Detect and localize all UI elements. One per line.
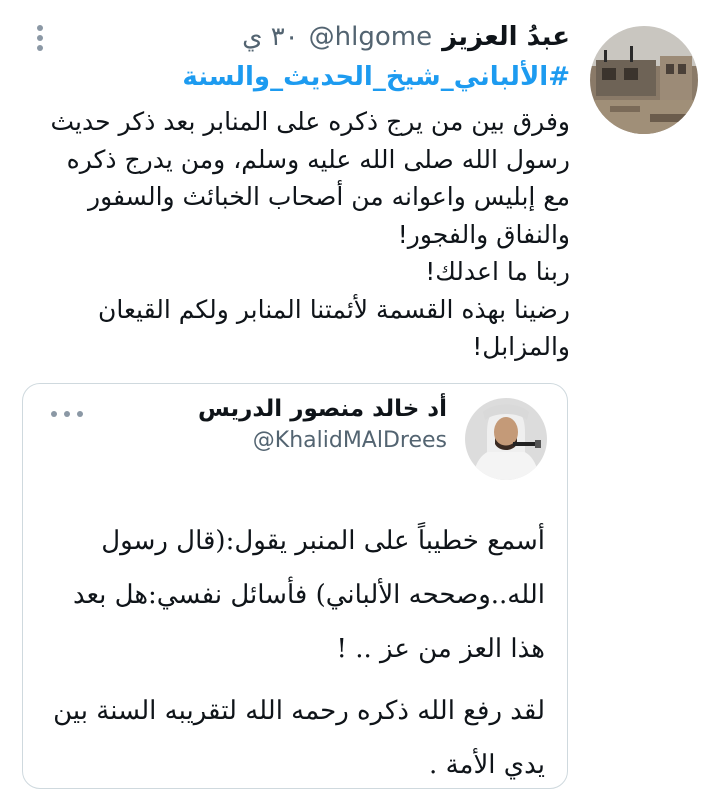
tweet-body: [40, 103, 570, 366]
tweet-header: [242, 22, 570, 52]
author-avatar[interactable]: [590, 26, 698, 134]
author-name[interactable]: عبدُ العزيز: [442, 22, 570, 52]
tweet-paragraph: رضينا بهذه القسمة لأئمتنا المنابر ولكم القيعان والمزابل!: [98, 294, 570, 361]
more-horizontal-icon[interactable]: [49, 404, 85, 414]
quoted-tweet[interactable]: [22, 383, 568, 789]
hashtag-link[interactable]: #الألباني_شيخ_الحديث_والسنة: [182, 62, 570, 92]
timestamp[interactable]: ٣٠ ي: [242, 22, 299, 52]
tweet-paragraph: ربنا ما اعدلك!: [425, 257, 570, 286]
author-handle[interactable]: @hlgome: [308, 22, 433, 52]
more-vertical-icon[interactable]: [33, 24, 47, 54]
quoted-author-name[interactable]: أد خالد منصور الدريس: [198, 396, 447, 422]
tweet-paragraph: وفرق بين من يرج ذكره على المنابر بعد ذكر حديث رسول الله صلى الله عليه وسلم، ومن يدرج ذكره مع إبليس واعوانه من أصحاب الخبائث والسفور والنفاق والفجور!: [50, 107, 570, 249]
quoted-paragraph: لقد رفع الله ذكره رحمه الله لتقريبه السنة بين يدي الأمة .: [53, 696, 545, 780]
quoted-paragraph: أسمع خطيباً على المنبر يقول:(قال رسول الله..وصححه الألباني) فأسائل نفسي:هل بعد هذا العز من عز .. !: [72, 526, 545, 664]
quoted-tweet-body: [45, 514, 545, 789]
quoted-author-handle[interactable]: @KhalidMAlDrees: [252, 428, 447, 453]
quoted-author-avatar[interactable]: [465, 398, 547, 480]
